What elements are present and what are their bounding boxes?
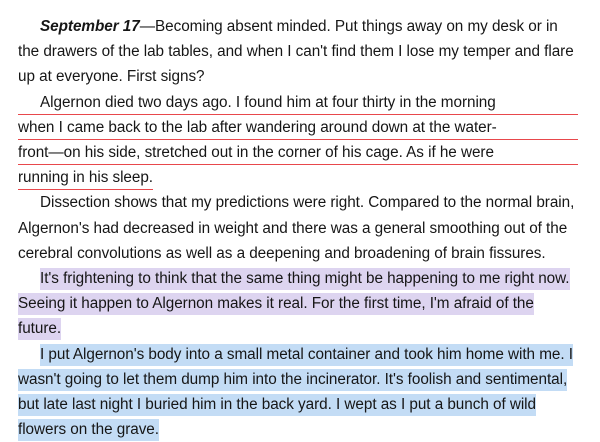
underlined-line-4: running in his sleep. <box>18 165 153 190</box>
paragraph-algernon-death <box>18 90 578 191</box>
underlined-line-2: when I came back to the lab after wandering around down at the water- <box>18 115 578 140</box>
highlight-purple-text: It's frightening to think that the same thing might be happening to me right now. Seeing it happen to Algernon makes it real. For the first time, I'm afraid of the future. <box>18 268 570 340</box>
paragraph-burial <box>18 342 578 442</box>
underlined-line-1: Algernon died two days ago. I found him at four thirty in the morning <box>18 90 578 115</box>
paragraph-frightening <box>18 266 578 342</box>
entry-body-text: —Becoming absent minded. Put things away on my desk or in the drawers of the lab tables, and when I can't find them I lose my temper and flare up at everyone. First signs? <box>18 18 574 86</box>
paragraph-dissection: Dissection shows that my predictions were right. Compared to the normal brain, Algernon's had decreased in weight and there was a general smoothing out of the cerebral convolutions as well as a deepening and broadening of brain fissures. <box>18 194 575 262</box>
underlined-line-3: front—on his side, stretched out in the corner of his cage. As if he were <box>18 140 578 165</box>
highlight-blue-text: I put Algernon's body into a small metal container and took him home with me. I wasn't going to let them dump him into the incinerator. It's foolish and sentimental, but late last night I buried him in the back yard. I wept as I put a bunch of wild flowers on the grave. <box>18 344 573 442</box>
paragraph-entry-sept-17 <box>18 14 578 90</box>
entry-date-label: September 17 <box>40 18 140 35</box>
